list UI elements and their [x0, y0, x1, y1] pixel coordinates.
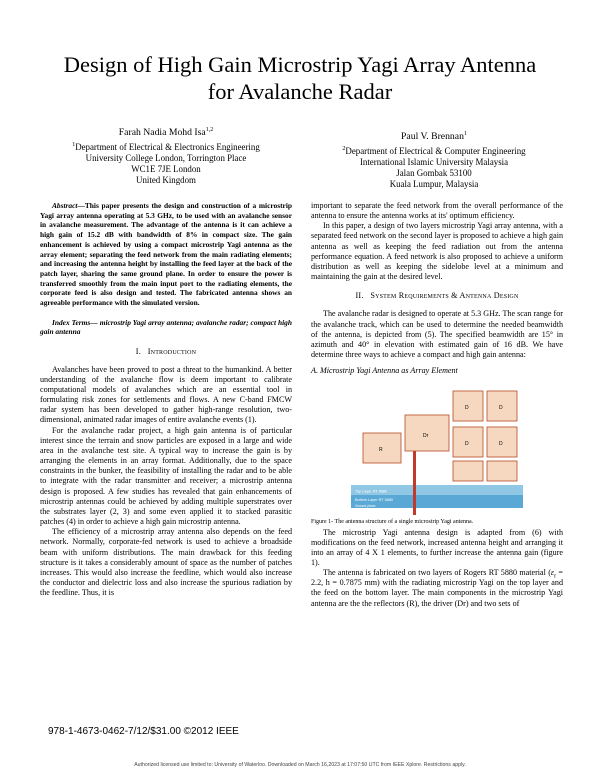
- author-1-dept: $^1$Department of Electrical & Electronics Engineering: [72, 142, 260, 152]
- author-block-1: [40, 127, 292, 186]
- author-1-sup: 1,2: [205, 126, 214, 133]
- author-2-sup: 1: [463, 130, 467, 137]
- figure-1-caption: Figure 1- The antenna structure of a single microstrip Yagi antenna.: [311, 519, 474, 526]
- director-label-4: D: [499, 441, 503, 448]
- director-patch-5: [453, 461, 483, 481]
- author-2-name: Paul V. Brennan$^1$: [401, 130, 467, 142]
- layer-1-label: Top Layer RT 5880: [355, 489, 388, 494]
- index-terms: Index Terms— microstrip Yagi array antenna; avalanche radar; compact high gain antenna: [40, 317, 292, 337]
- author-1-aff-sup: 1: [72, 142, 76, 149]
- title-line-1: Design of High Gain Microstrip Yagi Array Antenna: [63, 52, 537, 77]
- right-paragraph-1: important to separate the feed network from the overall performance of the antenna to ensure the antenna works at its' optimum efficiency.: [311, 201, 563, 221]
- director-label-1: D: [465, 405, 469, 412]
- abstract-label: Abstract: [52, 201, 78, 210]
- section-2-paragraph-2: The microstrip Yagi antenna design is adapted from (6) with modifications on the feed network, increased antenna height and arranging it into an array of 4 X 1 elements, to further increase the antenna gain (figure 1).: [311, 527, 563, 567]
- section-2-paragraph-1: The avalanche radar is designed to operate at 5.3 GHz. The scan range for the avalanche track, which can be used to determine the needed beamwidth of the antenna, is depicted from (5). The specified beamwidth are 15° in azimuth and 40° in elevation with estimated gain of 16 dB. We have determine three ways to achieve a compact and high gain antenna:: [311, 309, 563, 360]
- author-1-country: United Kingdom: [136, 175, 196, 185]
- author-2-aff-sup: 2: [342, 146, 346, 153]
- left-column: [40, 201, 292, 598]
- ieee-copyright: 978-1-4673-0462-7/12/$31.00 ©2012 IEEE: [48, 726, 239, 737]
- author-1-univ: University College London, Torrington Place: [85, 153, 247, 163]
- author-2-dept: $^2$Department of Electrical & Computer Engineering: [342, 146, 526, 156]
- author-2-country: Kuala Lumpur, Malaysia: [389, 179, 479, 189]
- author-2-univ: International Islamic University Malaysia: [359, 157, 509, 167]
- figure-1: [349, 385, 525, 517]
- intro-paragraph-2: For the avalanche radar project, a high gain antenna is of particular interest since the terrain and snow particles are exposed in a large and wide area in the avalanche test site. A typical way to increase the gain is by arranging the elements in an array format. Additionally, due to the space constraints in the bunker, the feasibility of installing the radar and to be able to integrate with the radar transmitter and receiver; a microstrip antenna design is proposed. A few studies has revealed that gain enhancements of microstrip antennas could be achieved by adding multiple superstrates over the substrates layer (2, 3) and some even applied it to stacked parasitic patches (4) in order to achieve a high gain microstrip antenna.: [40, 425, 292, 527]
- intro-paragraph-1: Avalanches have been proved to post a threat to the humankind. A better understanding of the avalanche flow is deem important to calibrate computational models of avalanches which are an essential tool in formulating risk zones for settlements and flows. A new C-band FMCW radar system has been developed to gather high-range resolution, two-dimensional, animated radar images of entire avalanche events (1).: [40, 364, 292, 425]
- abstract: [40, 201, 292, 308]
- driver-label: Dr: [423, 433, 429, 440]
- ground-label: Ground plane: [355, 504, 376, 509]
- section-2-paragraph-3: The antenna is fabricated on two layers of Rogers RT 5880 material ($\varepsilon_r = 2.2$, h = 0.7875 mm) with the radiating microstrip Yagi on the top layer and the feed on the bottom layer. The main components in the microstrip Yagi antenna are the the reflectors (R), the driver (Dr) and two sets of: [311, 568, 563, 608]
- right-column: [311, 201, 563, 609]
- title-line-2: for Avalanche Radar: [207, 79, 393, 104]
- director-label-3: D: [465, 441, 469, 448]
- layer-2-label: Bottom Layer RT 5880: [355, 498, 394, 503]
- author-1-city: WC1E 7JE London: [131, 164, 201, 174]
- ground-plane: [351, 503, 523, 508]
- abstract-paragraph: Abstract—This paper presents the design and construction of a microstrip Yagi array antenna operating at 5.3 GHz, to be used with an avalanche sensor in avalanche measurement. The advantage of the antenna is it can achieve a high gain of 15.2 dB with bandwidth of 8% in compact size. The gain enhancement is achieved by using a compact microstrip Yagi antenna as the array element; separating the feed network from the main radiating elements; and increasing the antenna height by installing the feed layer at the back of the patch layer, sharing the same ground plane. In order to ensure the power is transferred smoothly from the main input port to the radiating elements, the corporate feed is also design and tested. The fabricated antenna shows an agreeable performance with the simulated version.: [40, 201, 292, 308]
- author-block-2: [305, 127, 563, 190]
- section-2-heading: II. System Requirements & Antenna Design: [355, 291, 519, 301]
- section-1-heading: I. Introduction: [135, 346, 197, 356]
- director-label-2: D: [499, 405, 503, 412]
- antenna-structure-diagram: [349, 385, 525, 517]
- right-paragraph-2: In this paper, a design of two layers microstrip Yagi array antenna, with a separated feed network on the second layer is proposed to achieve a high gain antenna as well as keeping the feed radiation out from the antenna performance equation. A feed network is also proposed to achieve a uniform distribution as well as keeping the sidelobe level at a minimum and maintaining the gain at the desired level.: [311, 221, 563, 282]
- epsilon-symbol: ε: [550, 568, 555, 578]
- intro-paragraph-3: The efficiency of a microstrip array antenna also depends on the feed network. Normally, corporate-fed network is used to achieve a broadside beam with uniform distributions. The main drawback for this feeding structure is it takes a considerably amount of space as the number of patches increases. This would also increase the feedline, which would also increase the conductor and dielectric loss and also increase the spurious radiation by the feedline. Thus, it is: [40, 527, 292, 598]
- feed-line: [413, 443, 416, 515]
- subsection-a-heading: A. Microstrip Yagi Antenna as Array Element: [311, 366, 458, 376]
- paper-title: [0, 51, 600, 105]
- director-patch-6: [487, 461, 517, 481]
- author-2-city: Jalan Gombak 53100: [396, 168, 472, 178]
- author-1-name: Farah Nadia Mohd Isa$^{1,2}$: [118, 126, 214, 138]
- reflector-label: R: [379, 447, 383, 454]
- license-notice: Authorized licensed use limited to: University of Waterloo. Downloaded on March 16,2023 at 17:07:50 UTC from IEEE Xplore. Restrictions apply.: [134, 762, 466, 768]
